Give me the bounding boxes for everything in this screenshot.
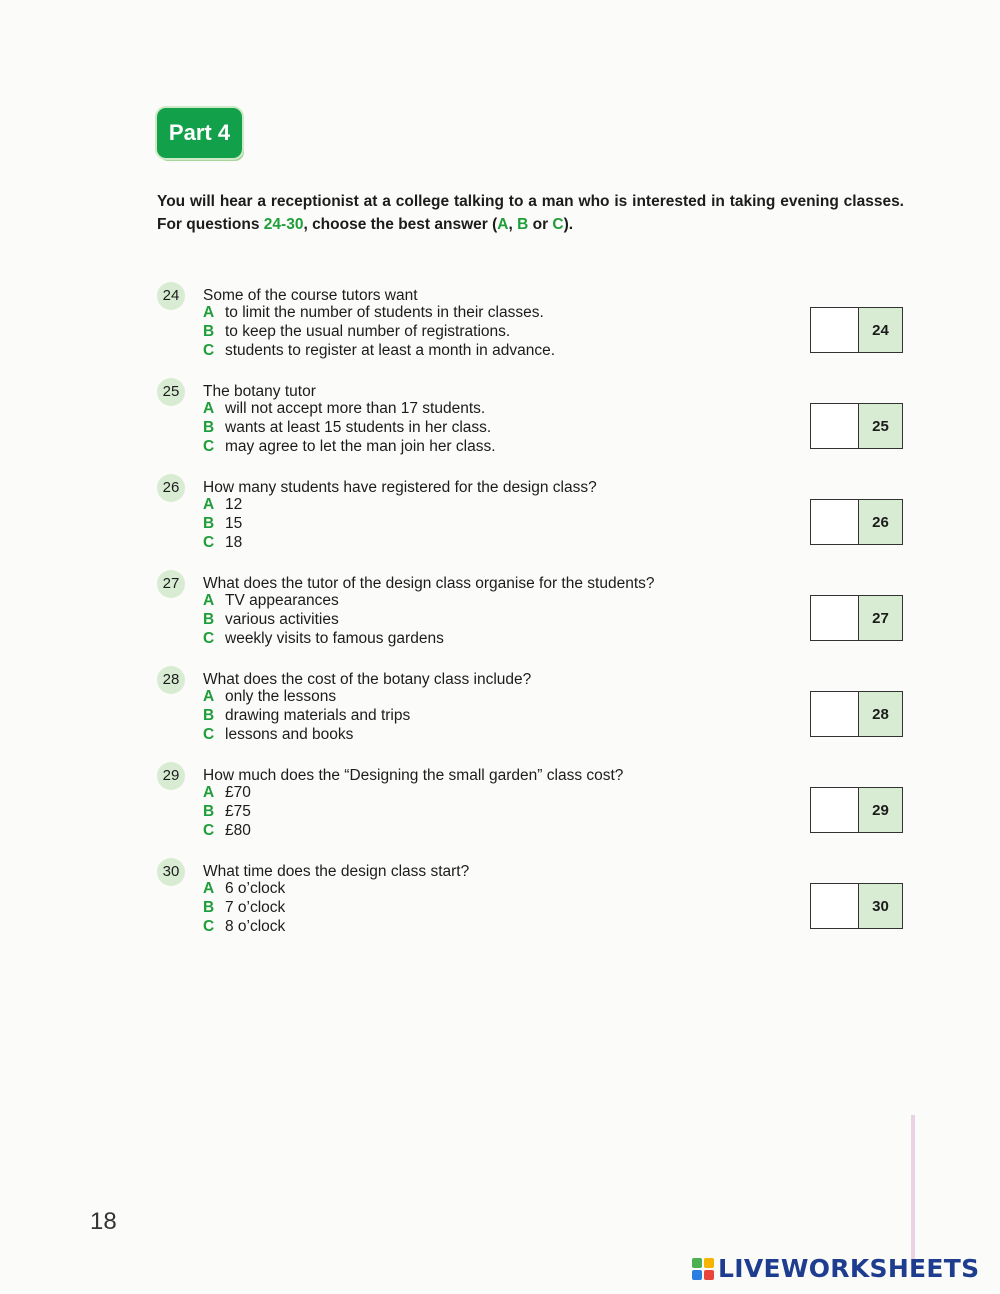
option-c	[203, 821, 251, 840]
option-letter: C	[203, 438, 215, 455]
option-b	[203, 706, 410, 725]
option-letter: B	[203, 611, 215, 628]
option-letter: C	[203, 342, 215, 359]
option-text: £75	[225, 803, 251, 820]
answer-input-25[interactable]	[811, 404, 859, 448]
option-a	[203, 687, 336, 706]
option-a	[203, 879, 285, 898]
option-letter: A	[203, 784, 215, 801]
question-text: Some of the course tutors want	[203, 287, 418, 304]
answer-box-24	[810, 307, 903, 353]
option-letter: A	[203, 688, 215, 705]
answer-box-label: 29	[859, 788, 902, 832]
option-text: TV appearances	[225, 592, 339, 609]
option-text: £70	[225, 784, 251, 801]
answer-box-label: 25	[859, 404, 902, 448]
answer-box-27	[810, 595, 903, 641]
option-text: may agree to let the man join her class.	[225, 438, 496, 455]
answer-input-29[interactable]	[811, 788, 859, 832]
option-text: students to register at least a month in advance.	[225, 342, 555, 359]
answer-input-28[interactable]	[811, 692, 859, 736]
instructions-text: ).	[563, 216, 574, 233]
option-letter: A	[203, 496, 215, 513]
option-b	[203, 802, 251, 821]
page-edge-mark	[911, 1115, 915, 1265]
answer-box-30	[810, 883, 903, 929]
option-a	[203, 495, 242, 514]
option-c	[203, 725, 353, 744]
option-letter: B	[203, 803, 215, 820]
option-letter: C	[203, 630, 215, 647]
question-text: How many students have registered for the design class?	[203, 479, 597, 496]
option-c	[203, 341, 555, 360]
option-text: to limit the number of students in their classes.	[225, 304, 544, 321]
option-letter: B	[203, 419, 215, 436]
question-text: How much does the “Designing the small garden” class cost?	[203, 767, 624, 784]
option-letter: A	[203, 880, 215, 897]
option-text: 15	[225, 515, 243, 532]
question-number: 27	[157, 570, 185, 598]
option-b	[203, 610, 339, 629]
answer-box-26	[810, 499, 903, 545]
question-number: 29	[157, 762, 185, 790]
option-text: to keep the usual number of registrations.	[225, 323, 511, 340]
answer-box-label: 28	[859, 692, 902, 736]
logo-text: LIVEWORKSHEETS	[718, 1254, 980, 1283]
answer-box-label: 24	[859, 308, 902, 352]
option-b	[203, 322, 510, 341]
question-number: 24	[157, 282, 185, 310]
option-c	[203, 437, 496, 456]
question-range: 24-30	[263, 216, 304, 233]
answer-input-26[interactable]	[811, 500, 859, 544]
letter-c: C	[552, 216, 564, 233]
option-c	[203, 533, 242, 552]
answer-input-27[interactable]	[811, 596, 859, 640]
option-letter: C	[203, 918, 215, 935]
option-letter: C	[203, 534, 215, 551]
option-letter: C	[203, 822, 215, 839]
option-text: will not accept more than 17 students.	[225, 400, 486, 417]
option-text: £80	[225, 822, 251, 839]
option-a	[203, 399, 485, 418]
question-text: What time does the design class start?	[203, 863, 470, 880]
instructions-text: You will hear a receptionist at a college talking to a man who is interested in taking evening classes. For questions	[157, 193, 904, 233]
part-badge: Part 4	[157, 108, 242, 158]
answer-input-30[interactable]	[811, 884, 859, 928]
instructions-text: or	[528, 216, 553, 233]
option-text: lessons and books	[225, 726, 354, 743]
option-c	[203, 629, 444, 648]
option-letter: A	[203, 592, 215, 609]
answer-box-label: 26	[859, 500, 902, 544]
instructions	[157, 190, 904, 236]
option-text: 18	[225, 534, 243, 551]
option-a	[203, 303, 544, 322]
letter-b: B	[517, 216, 529, 233]
answer-box-label: 27	[859, 596, 902, 640]
answer-box-28	[810, 691, 903, 737]
question-25	[157, 378, 904, 458]
question-28	[157, 666, 904, 746]
option-text: only the lessons	[225, 688, 337, 705]
option-a	[203, 591, 339, 610]
answer-box-29	[810, 787, 903, 833]
question-30	[157, 858, 904, 938]
option-letter: A	[203, 304, 215, 321]
letter-a: A	[497, 216, 509, 233]
option-letter: B	[203, 323, 215, 340]
question-text: What does the tutor of the design class organise for the students?	[203, 575, 655, 592]
instructions-text: , choose the best answer (	[303, 216, 498, 233]
question-number: 30	[157, 858, 185, 886]
option-text: 12	[225, 496, 243, 513]
option-letter: B	[203, 899, 215, 916]
option-b	[203, 418, 491, 437]
question-27	[157, 570, 904, 650]
question-number: 25	[157, 378, 185, 406]
option-letter: C	[203, 726, 215, 743]
logo-squares-icon	[692, 1258, 714, 1280]
question-text: The botany tutor	[203, 383, 316, 400]
option-text: 7 o’clock	[225, 899, 286, 916]
question-26	[157, 474, 904, 554]
option-b	[203, 898, 285, 917]
question-24	[157, 282, 904, 362]
question-29	[157, 762, 904, 842]
instructions-text: ,	[508, 216, 518, 233]
option-text: various activities	[225, 611, 339, 628]
page-number: 18	[90, 1208, 117, 1235]
question-text: What does the cost of the botany class include?	[203, 671, 532, 688]
option-a	[203, 783, 251, 802]
option-letter: B	[203, 707, 215, 724]
option-c	[203, 917, 285, 936]
option-text: 8 o’clock	[225, 918, 286, 935]
option-letter: A	[203, 400, 215, 417]
answer-box-label: 30	[859, 884, 902, 928]
question-number: 26	[157, 474, 185, 502]
option-text: drawing materials and trips	[225, 707, 411, 724]
answer-input-24[interactable]	[811, 308, 859, 352]
option-text: wants at least 15 students in her class.	[225, 419, 492, 436]
option-text: 6 o’clock	[225, 880, 286, 897]
answer-box-25	[810, 403, 903, 449]
liveworksheets-logo[interactable]	[692, 1254, 979, 1283]
question-number: 28	[157, 666, 185, 694]
option-text: weekly visits to famous gardens	[225, 630, 444, 647]
option-b	[203, 514, 242, 533]
option-letter: B	[203, 515, 215, 532]
